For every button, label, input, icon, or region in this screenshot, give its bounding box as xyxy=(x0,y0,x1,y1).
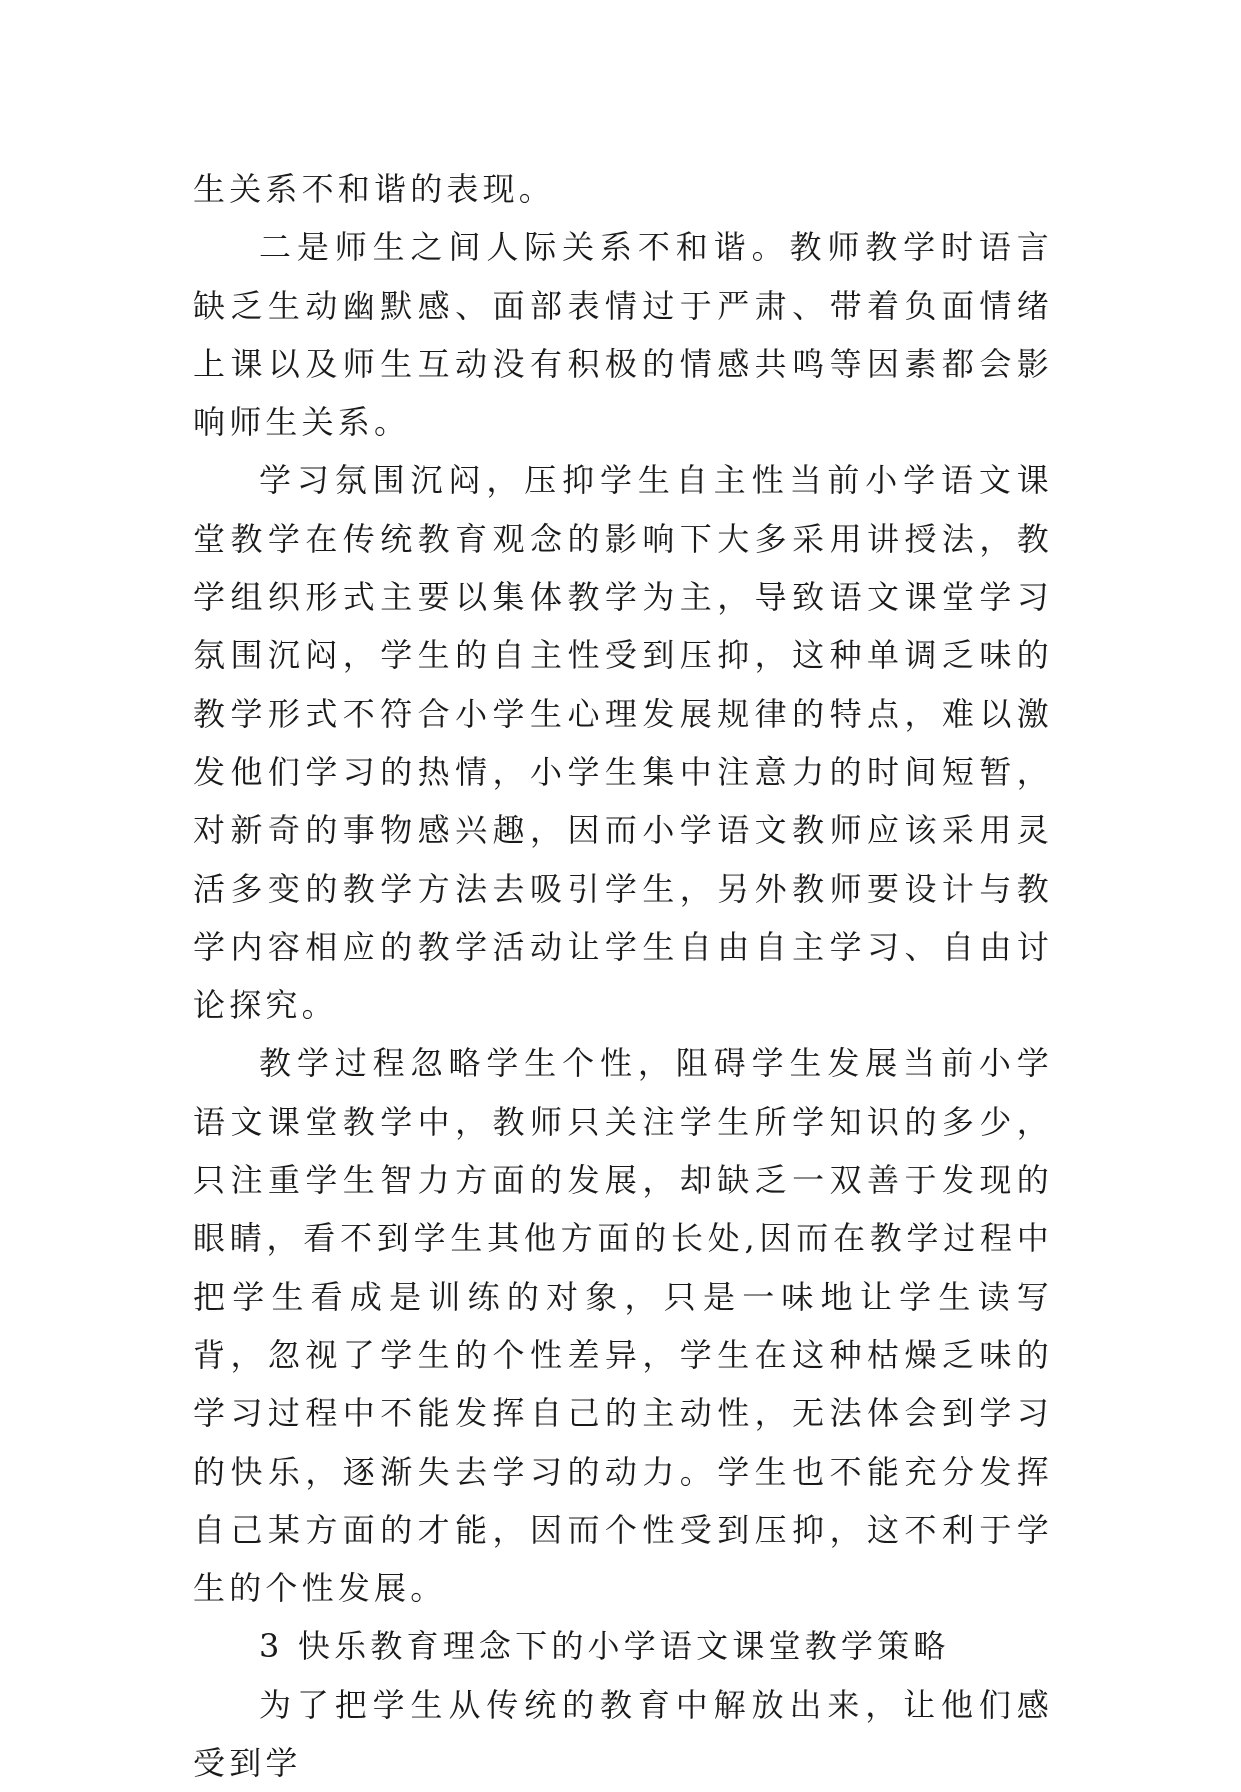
paragraph-4: 教学过程忽略学生个性，阻碍学生发展当前小学语文课堂教学中，教师只关注学生所学知识的多少，只注重学生智力方面的发展，却缺乏一双善于发现的眼睛，看不到学生其他方面的长处,因而在教学过程中把学生看成是训练的对象，只是一味地让学生读写背，忽视了学生的个性差异，学生在这种枯燥乏味的学习过程中不能发挥自己的主动性，无法体会到学习的快乐，逐渐失去学习的动力。学生也不能充分发挥自己某方面的才能，因而个性受到压抑，这不利于学生的个性发展。 xyxy=(193,1044,1053,1608)
paragraph-1: 生关系不和谐的表现。 xyxy=(193,170,556,208)
paragraph-3: 学习氛围沉闷，压抑学生自主性当前小学语文课堂教学在传统教育观念的影响下大多采用讲授法，教学组织形式主要以集体教学为主，导致语文课堂学习氛围沉闷，学生的自主性受到压抑，这种单调乏味的教学形式不符合小学生心理发展规律的特点，难以激发他们学习的热情，小学生集中注意力的时间短暂，对新奇的事物感兴趣，因而小学语文教师应该采用灵活多变的教学方法去吸引学生，另外教师要设计与教学内容相应的教学活动让学生自由自主学习、自由讨论探究。 xyxy=(193,461,1053,1025)
section-heading: 3 快乐教育理念下的小学语文课堂教学策略 xyxy=(259,1627,950,1666)
paragraph-5: 为了把学生从传统的教育中解放出来，让他们感受到学 xyxy=(193,1685,1053,1783)
paragraph-2: 二是师生之间人际关系不和谐。教师教学时语言缺乏生动幽默感、面部表情过于严肃、带着负面情绪上课以及师生互动没有积极的情感共鸣等因素都会影响师生关系。 xyxy=(193,228,1053,442)
body-text xyxy=(193,160,1053,1792)
